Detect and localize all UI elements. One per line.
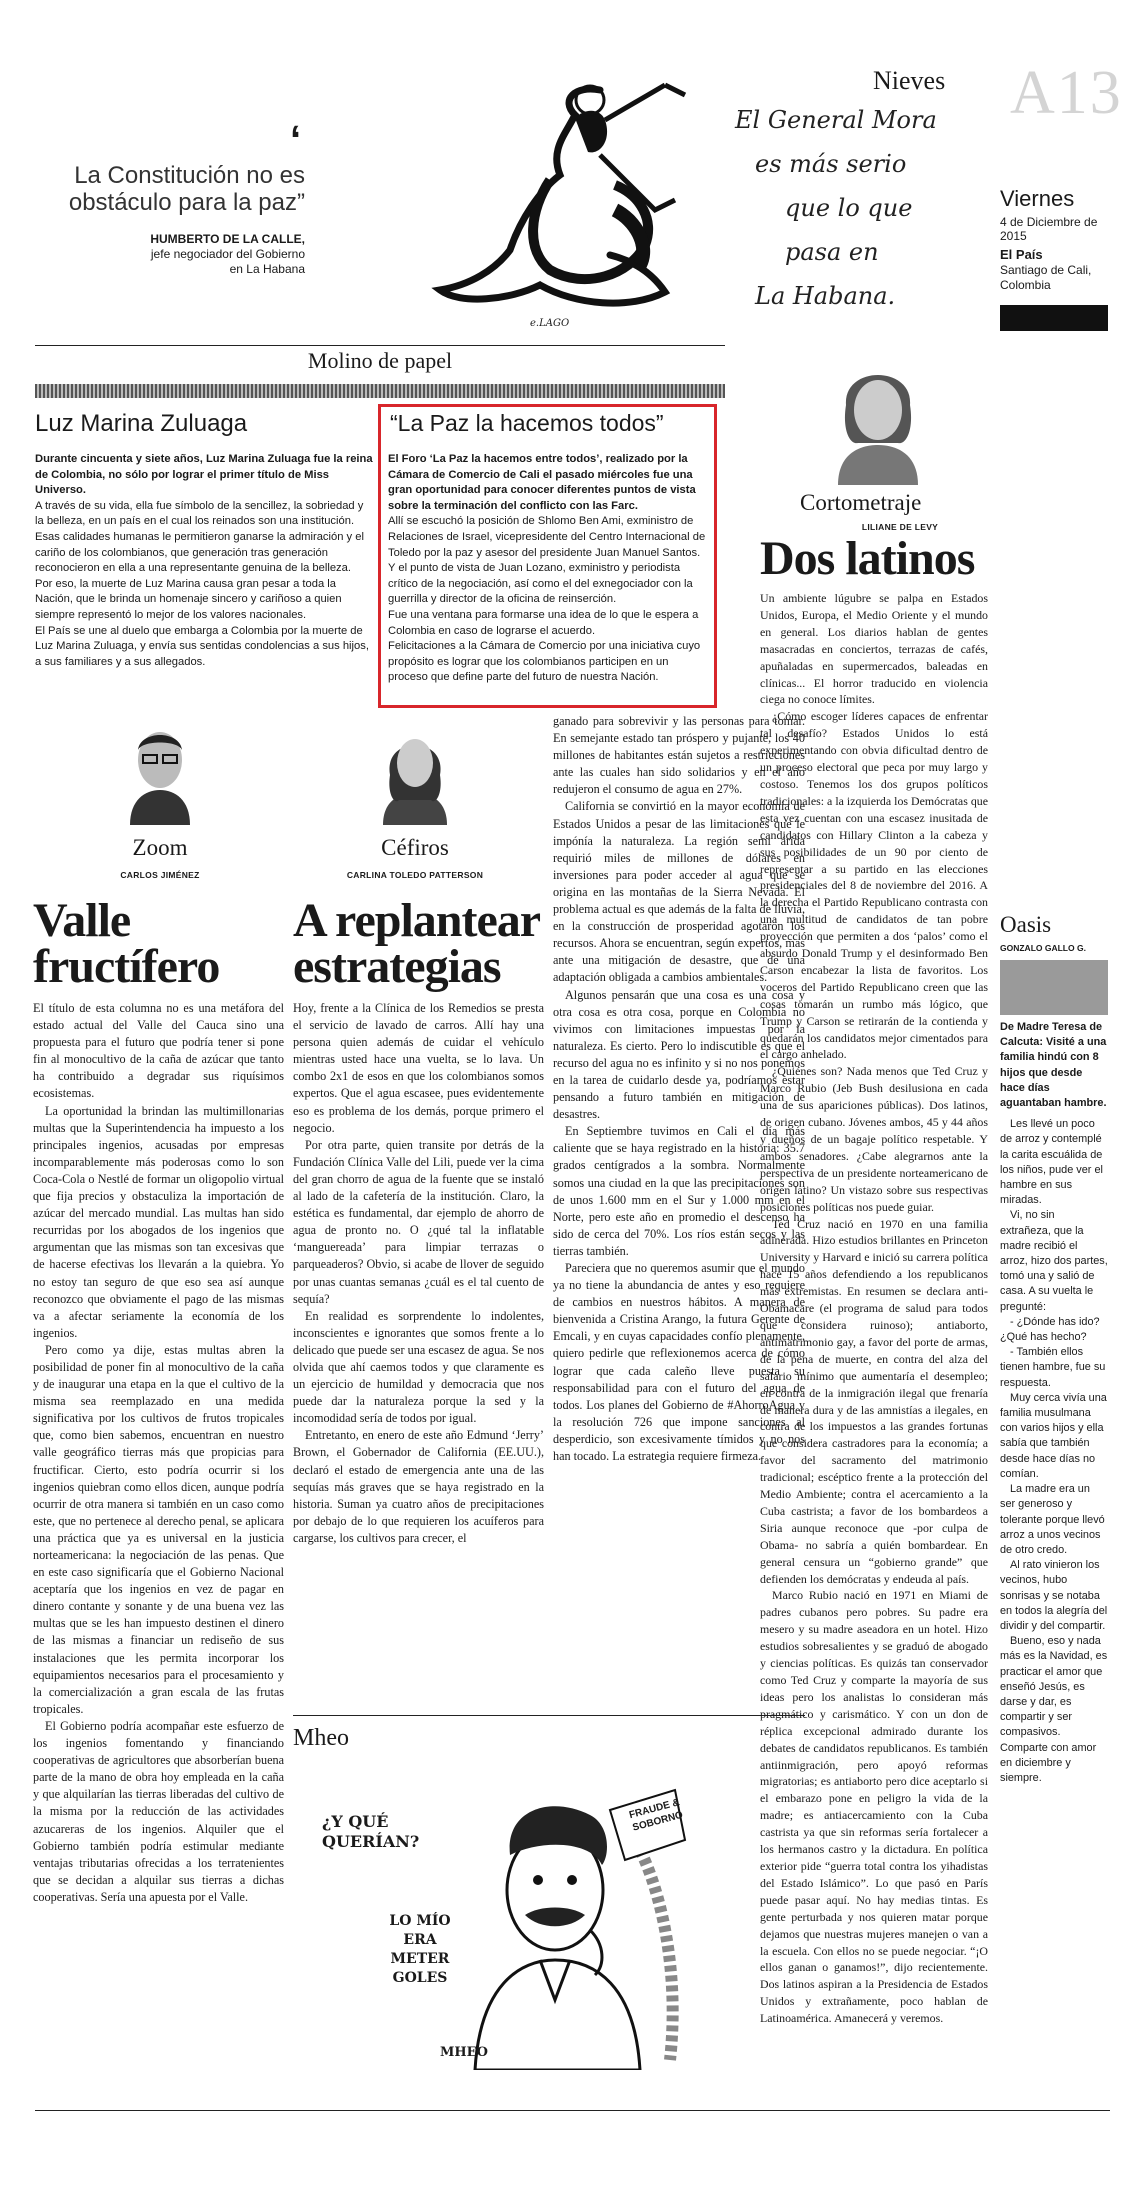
molino-right-paragraph: Fue una ventana para formarse una idea de lo que le espera a Colombia en caso de lograrse el acuerdo. <box>388 608 699 637</box>
cortometraje-body <box>760 590 988 2027</box>
zoom-author: CARLOS JIMÉNEZ <box>120 870 200 880</box>
zoom-paragraph: El Gobierno podría acompañar este esfuerzo de los ingenios fomentando y financiando cooperativas de agricultores que absorberían buena parte de la mano de obra hoy empleada en la caña y que alquilarían las tierras liberadas del cultivo de la misma por la reducción de las actividades azucareras de los ingenios. Alquiler que el Gobierno también podría estimular mediante ventajas tributarias ofrecidas a los terratenientes que se decidan a alquilar sus tierras a dichas cooperativas. Sería una apuesta por el Valle. <box>33 1718 284 1904</box>
molino-right-lead: El Foro ‘La Paz la hacemos entre todos’, realizado por la Cámara de Comercio de Cali el pasado miércoles fue una gran oportunidad para conocer diferentes puntos de vista sobre la terminación del conflicto con las Farc. <box>388 453 696 512</box>
oasis-paragraph: La madre era un ser generoso y tolerante porque llevó arroz a unos vecinos de otro credo. <box>1000 1483 1105 1556</box>
nieves-caption-line: La Habana. <box>755 282 896 310</box>
oasis-gray-band <box>1000 960 1108 1015</box>
nieves-caption-line: El General Mora <box>735 106 937 134</box>
oasis-author: GONZALO GALLO G. <box>1000 943 1086 953</box>
cefiros-paragraph: Entretanto, en enero de este año Edmund ‘Jerry’ Brown, el Gobernador de California (EE.UU.), declaró el estado de emergencia ante una de las sequías más graves que se haya registrado en la historia. Suman ya cuatro años de precipitaciones por debajo de lo que requieren los acuíferos para cargarse, los cultivos para crecer, el <box>293 1428 544 1545</box>
molino-left-paragraph: El País se une al duelo que embarga a Colombia por la muerte de Luz Marina Zuluaga, y envía sus sentidas condolencias a sus hijos, a sus familiares y a sus allegados. <box>35 624 369 668</box>
oasis-paragraph: Bueno, eso y nada más es la Navidad, es practicar el amor que enseñó Jesús, es darse y dar, es compartir y ser compasivos. Comparte con amor en diciembre y siempre. <box>1000 1635 1108 1784</box>
oasis-paragraph: - ¿Dónde has ido? ¿Qué has hecho? <box>1000 1315 1100 1344</box>
molino-right-paragraph: Y el punto de vista de Juan Lozano, exministro y periodista crítico de la negociación, así como el del exnegociador con la guerrilla y director de la oficina de reinserción. <box>388 562 693 606</box>
zoom-paragraph: El título de esta columna no es una metáfora del estado actual del Valle del Cauca sino una propuesta para el futuro que podría tener si pone fin al monocultivo de la caña de azúcar que tanto ha contribuido a degradar sus riquísimos ecosistemas. <box>33 1001 284 1101</box>
mheo-signature: MHEO <box>440 2045 488 2060</box>
cefiros-paragraph: En realidad es sorprendente lo indolentes, inconscientes e ignorantes que somos frente a lo delicado que puede ser una escasez de agua. Se nos olvida que ahí caemos todos y que claramente es un ejercicio de humildad y democracia que nos puede dar la naturaleza porque la sed y la incomodidad sería de todos por igual. <box>293 1308 544 1426</box>
zoom-title: Valle fructífero <box>33 894 220 993</box>
molino-section-title: Molino de papel <box>307 348 453 373</box>
cefiros-paragraph: California se convirtió en la mayor economía de Estados Unidos a pesar de las limitaciones que le impónía la naturaleza. La región semi árida requirió miles de millones de dólares en inversiones para poder acceder al agua que se origina en las montañas de la Sierra Nevada. El problema actual es que además de la falta de lluvia, en la construcción de prosperidad agotaron los recursos. Ahora se encuentran, según expertos, mas ante una mitigación de desastre, que de una adaptación obligada a cambios ambientales. <box>553 799 805 985</box>
cefiros-paragraph: En Septiembre tuvimos en Cali el día más caliente que se haya registrado en la historia: 35.7 grados centígrados a la sombra. Normalmente somos una ciudad en la que las precipitaciones son de unos 1.600 mm en el Sur y 1.000 mm en el Norte, pero este año en promedio el descenso ha sido de cerca del 70%. Los ríos están secos y las tierras también. <box>553 1124 805 1258</box>
author-photo-carlos-jimenez-icon <box>110 705 210 825</box>
molino-right-paragraph: Allí se escuchó la posición de Shlomo Ben Ami, exministro de Relaciones de Israel, vicepresidente del Centro Internacional de Toledo por la paz y asesor del presidente Juan Manuel Santos. <box>388 515 706 559</box>
molino-right-title: “La Paz la hacemos todos” <box>390 410 664 436</box>
oasis-column-name: Oasis <box>1000 912 1052 937</box>
nieves-signature: e.LAGO <box>530 318 570 329</box>
date-full: 4 de Diciembre de 2015 <box>1000 215 1098 243</box>
cortometraje-column-name: Cortometraje <box>800 490 922 515</box>
oasis-paragraph: Muy cerca vivía una familia musulmana con varios hijos y ella sabía que también desde hace días no comían. <box>1000 1391 1107 1480</box>
cortometraje-author: LILIANE DE LEVY <box>861 522 939 532</box>
cefiros-body-col1 <box>293 1000 544 1547</box>
molino-left-paragraph: Esas calidades humanas le permitieron ganarse la admiración y el cariño de los colombianos, que generación tras generación reconocieron en ella a una representante genuina de la belleza. <box>35 530 364 575</box>
header-black-block <box>1000 305 1108 331</box>
author-photo-carlina-toledo-icon <box>365 705 465 825</box>
mheo-top-rule <box>293 1715 805 1716</box>
zoom-paragraph: Pero como ya dije, estas multas abren la posibilidad de poner fin al monocultivo de la caña y de inaugurar una etapa en la que el cultivo de la misma sea reemplazado en una medida significativa por los cultivos de frutos tropicales que, como bien sabemos, encuentran en nuestro valle geográfico tierras más que propicias para fructificar. Cierto, esto podría ocurrir si los ingenios quiebran como ellos dicen, aunque podría ocurrir de otra manera si también en un caso como este, que no pertenece al derecho penal, se aplicara una práctica que ya es universal en la justicia norteamericana: la negociación de las penas. Que en este caso significaría que el Gobierno Nacional aceptaría que los ingenios en vez de pagar en dinero contante y sonante y de una buena vez las multas que se les han impuesto destinen el dinero de las mismas a financiar un rediseño de sus instalaciones que les permita incorporar los equipamientos necesarios para el procesamiento y la comercialización a gran escala de las frutas tropicales. <box>33 1342 284 1716</box>
cortometraje-paragraph: Un ambiente lúgubre se palpa en Estados Unidos, Europa, el Medio Oriente y el mundo en general. Los diarios hablan de gentes masacradas en conciertos, terrazas de cafés, apuñaladas en supermercados, baleadas en clínicas... El horror traducido en violencia ciega no conoce límites. <box>760 591 988 707</box>
page-number: A13 <box>1010 59 1123 127</box>
oasis-paragraph: - También ellos tienen hambre, fue su respuesta. <box>1000 1346 1106 1389</box>
molino-left-paragraph: Por eso, la muerte de Luz Marina causa gran pesar a toda la Nación, que le brinda un homenaje sincero y cariñoso a quien siempre representó lo mejor de los valores nacionales. <box>35 577 342 621</box>
cefiros-column-name: Céfiros <box>381 835 449 860</box>
newspaper-place: Santiago de Cali, Colombia <box>1000 263 1092 292</box>
molino-left-paragraph: A través de su vida, ella fue símbolo de la sencillez, la sobriedad y la belleza, en un país en el cual los reinados son una institución. <box>35 499 364 528</box>
cortometraje-paragraph: Marco Rubio nació en 1971 en Miami de padres cubanos pero pobres. Su padre era mesero y su madre aseadora en un hotel. Hizo estudios sobresalientes y se graduó de abogado y ciencias políticas. Es quizás tan conservador como Ted Cruz y comparte la mayoría de sus ideas pero los analistas lo consideran más pragmático y carismático. Y con un don de réplica excepcional admirado durante los debates de candidatos republicanos. Es también antiinmigración, pero apoyó reformas migratorias; es antiaborto pero dice aceptarlo si el embarazo pone en peligro la vida de la madre; es antiacercamiento con la Cuba castrista ya que sin reformas sería fortalecer a los hermanos castro y la dictadura. En política exterior pide “guerra total contra los yihadistas del Estado Islámico”. Lo que pasó en París puede pasar aquí. No hay medias tintas. Es gente perturbada y nos quieren matar porque dejamos que nuestras mujeres manejen o van a la escuela. Con ellos no se puede negociar. “¡O ellos ganan o ganamos!”, dijo recientemente. Dos latinos aspiran a la Presidencia de Estados Unidos y extrañamente, poco hablan de Latinoamérica. Amanecerá y veremos. <box>760 1588 988 2026</box>
zoom-column-name: Zoom <box>132 835 188 860</box>
author-photo-liliane-de-levy-icon <box>828 345 928 485</box>
cortometraje-title: Dos latinos <box>760 532 975 585</box>
nieves-caption <box>735 98 937 318</box>
nieves-caption-line: es más serio <box>755 150 907 178</box>
oasis-paragraph: Al rato vinieron los vecinos, hubo sonrisas y se notaba en todos la alegría del dividir y del compartir. <box>1000 1559 1108 1632</box>
zoom-body <box>33 1000 284 1906</box>
newspaper-name: El País <box>1000 247 1043 262</box>
quote-text: La Constitución no es obstáculo para la paz” <box>68 162 305 216</box>
quote-author: HUMBERTO DE LA CALLE, <box>150 232 305 246</box>
oasis-paragraph: Les llevé un poco de arroz y contemplé la carita escuálida de los niños, pude ver el hambre en sus miradas. <box>1000 1118 1103 1207</box>
oasis-paragraph: Vi, no sin extrañeza, que la madre recibió el arroz, hizo dos partes, tomó una y salió de casa. A su vuelta le pregunté: <box>1000 1209 1108 1313</box>
page-bottom-rule <box>35 2110 1110 2111</box>
cortometraje-paragraph: Ted Cruz nació en 1970 en una familia adinerada. Hizo estudios brillantes en Princeton University y Harvard e inició su carrera política hace 15 años defendiendo a los republicanos más extremistas. En resumen se declara anti-Obamacare (el programa de salud para todos que considera ruinoso); antiaborto, antimatrimonio gay, a favor del porte de armas, de la pena de muerte, en contra del alza del salario mínimo que aumentaría el desempleo; en contra de la inmigración ilegal que frenaría de manera dura y de las amnistías a ilegales, en contra de los impuestos a las grandes fortunas que considera castradores para la economía; a favor del sacramento del matrimonio tradicional; escéptico frente a la protección del Medio Ambiente; contra el acercamiento a la Cuba castrista; a favor de los bombardeos a Siria aunque reconoce que -por culpa de Obama- no sabría a quién bombardear. En general censura un “gobierno grande” que defienden los demócratas y endeuda al país. <box>760 1216 988 1586</box>
cefiros-author: CARLINA TOLEDO PATTERSON <box>346 870 484 880</box>
molino-left-body <box>35 452 373 670</box>
molino-left-lead: Durante cincuenta y siete años, Luz Marina Zuluaga fue la reina de Colombia, no sólo por lograr el primer título de Miss Universo. <box>35 453 373 497</box>
mheo-paper-text: FRAUDE & SOBORNO <box>628 1797 685 1834</box>
cefiros-paragraph: Por otra parte, quien transite por detrás de la Fundación Clínica Valle del Lili, puede ver la cima del gran chorro de agua de la fuente que se instaló al lado de la cafetería de la institución. Claro, la estética es fundamental, dar ejemplo de ahorro de agua de pronto no. O ¿qué tal la inflatable ‘manguereada’ para limpiar terrazas o parqueaderos? Obvio, si acabe de llover de seguido por unas cuantas semanas ¿cuál es el tal cuento de sequía? <box>293 1137 544 1306</box>
cefiros-paragraph: Hoy, frente a la Clínica de los Remedios se presta el servicio de lavado de carros. Allí hay una persona quien además de cuidar el vehículo mientras usted hace una vuelta, se lo lava. Un combo 2x1 de esos en que los colombianos somos expertos. Que el agua escasee, pues evidentemente eso es problema de los demás, porque primero el negocio. <box>293 1001 544 1135</box>
cortometraje-paragraph: ¿Cómo escoger líderes capaces de enfrentar tal desafío? Estados Unidos lo está experimentando con obvia dificultad dentro de un proceso electoral que peca por muy largo y costoso. Tenemos los dos grupos políticos tradicionales: a la izquierda los Demócratas que esta vez cuentan con una escasez inusitada de candidatos con Hillary Clinton a la cabeza y sus posibilidades de un 90 por ciento de representar a su partido en las elecciones presidenciales del 8 de noviembre del 2016. A la derecha el Partido Republicano contrasta con una multitud de candidatos de tan pobre proyección que permiten a dos ‘palos’ como el absurdo Donald Trump y el desinformado Ben Carson encabezar la lista de favoritos. Los voceros del Partido Republicano creen que las cosas tomarán un rumbo más lógico, que Trump y Carson se retirarán de la contienda y quedarán los candidatos mejor cimentados para el cargo anhelado. <box>760 709 988 1062</box>
cefiros-paragraph: Pareciera que no queremos asumir que el mundo ya no tiene la abundancia de antes y eso requiere de cambios en nuestros hábitos. A manera de bienvenida a Cristina Arango, la futura Gerente de Emcali, y en cuyas capacidades confío plenamente, quiero pedirle que reflexionemos acerca de cómo lograr que cada caleño lleve puesta su responsabilidad para con el futuro del agua de todos. Los planes del Gobierno de #AhorroAgua y la resolución 726 que impone sanciones al desperdicio, son excesivamente tímidos y no nos han tocado. La estrategia requiere firmeza. <box>553 1261 805 1464</box>
nieves-cartoon-figure-icon <box>400 60 780 330</box>
molino-hatched-band <box>35 384 725 398</box>
mheo-bubble-1: ¿Y QUÉ QUERÍAN? <box>322 1812 420 1851</box>
cortometraje-paragraph: ¿Quiénes son? Nada menos que Ted Cruz y Marco Rubio (Jeb Bush desilusiona en cada una de sus apariciones públicas). Dos latinos, de origen cubano. Jóvenes ambos, 45 y 44 años y dueños de un bagaje político respetable. Y ambos senadores. ¿Cabe alegrarnos ante la perspectiva de un presidente norteamericano de origen latino? Un vistazo sobre sus respectivas posiciones políticas nos puede guiar. <box>760 1064 988 1214</box>
cefiros-title: A replantear estrategias <box>293 894 540 993</box>
date-day: Viernes <box>1000 186 1075 211</box>
mheo-bubble-2: LO MÍO ERA METER GOLES <box>389 1913 451 1986</box>
nieves-title: Nieves <box>873 66 946 95</box>
oasis-lead: De Madre Teresa de Calcuta: Visité a una familia hindú con 8 hijos que desde hace días aguantaban hambre. <box>1000 1021 1107 1110</box>
cefiros-paragraph: ganado para sobrevivir y las personas para tomar. En semejante estado tan próspero y pujante, los 40 millones de habitantes están sujetos a restricciones ante las cuales han sido solidarios y en el año redujeron el consumo de agua en 27%. <box>553 714 805 797</box>
nieves-caption-line: pasa en <box>785 238 879 266</box>
oasis-body <box>1000 1020 1108 1786</box>
molino-left-title: Luz Marina Zuluaga <box>35 410 248 437</box>
mheo-title: Mheo <box>293 1725 349 1751</box>
cefiros-paragraph: Algunos pensarán que una cosa es una cosa y otra cosa es otra cosa, porque en Colombia no vivimos con limitaciones impuestas por la naturaleza. Es cierto. Pero lo indiscutible es que el recurso del agua no es infinito y si no nos ponemos en la tarea de cuidarlo desde ya, podríamos estar pensando a futuro también en mitigación de desastres. <box>553 987 805 1122</box>
nieves-caption-line: que lo que <box>785 194 913 222</box>
molino-right-paragraph: Felicitaciones a la Cámara de Comercio por una iniciativa cuyo propósito es lograr que los colombianos participen en un proceso que define parte del futuro de nuestra Nación. <box>388 640 701 684</box>
quote-role: jefe negociador del Gobierno en La Habana <box>150 247 305 276</box>
quote-mark: ‘ <box>290 118 302 162</box>
section-rule <box>35 345 725 346</box>
zoom-paragraph: La oportunidad la brindan las multimillonarias multas que la Superintendencia ha impuesto a los principales ingenios, acusadas por empresas incomparablemente más poderosas como lo son Coca-Cola o Nestlé de formar un oligopolio virtual que fija precios y obstaculiza la importación de azúcar del mercado mundial. Las multas han sido recurridas por los abogados de los ingenios que argumentan que las mismas son tan excesivas que de hacerse efectivas los llevarán a la quiebra. Yo no estoy tan seguro de que eso sea así aunque reconozco que obviamente el pago de las mismas va a afectar seriamente la economía de los ingenios. <box>33 1103 284 1340</box>
molino-right-body <box>388 452 710 686</box>
